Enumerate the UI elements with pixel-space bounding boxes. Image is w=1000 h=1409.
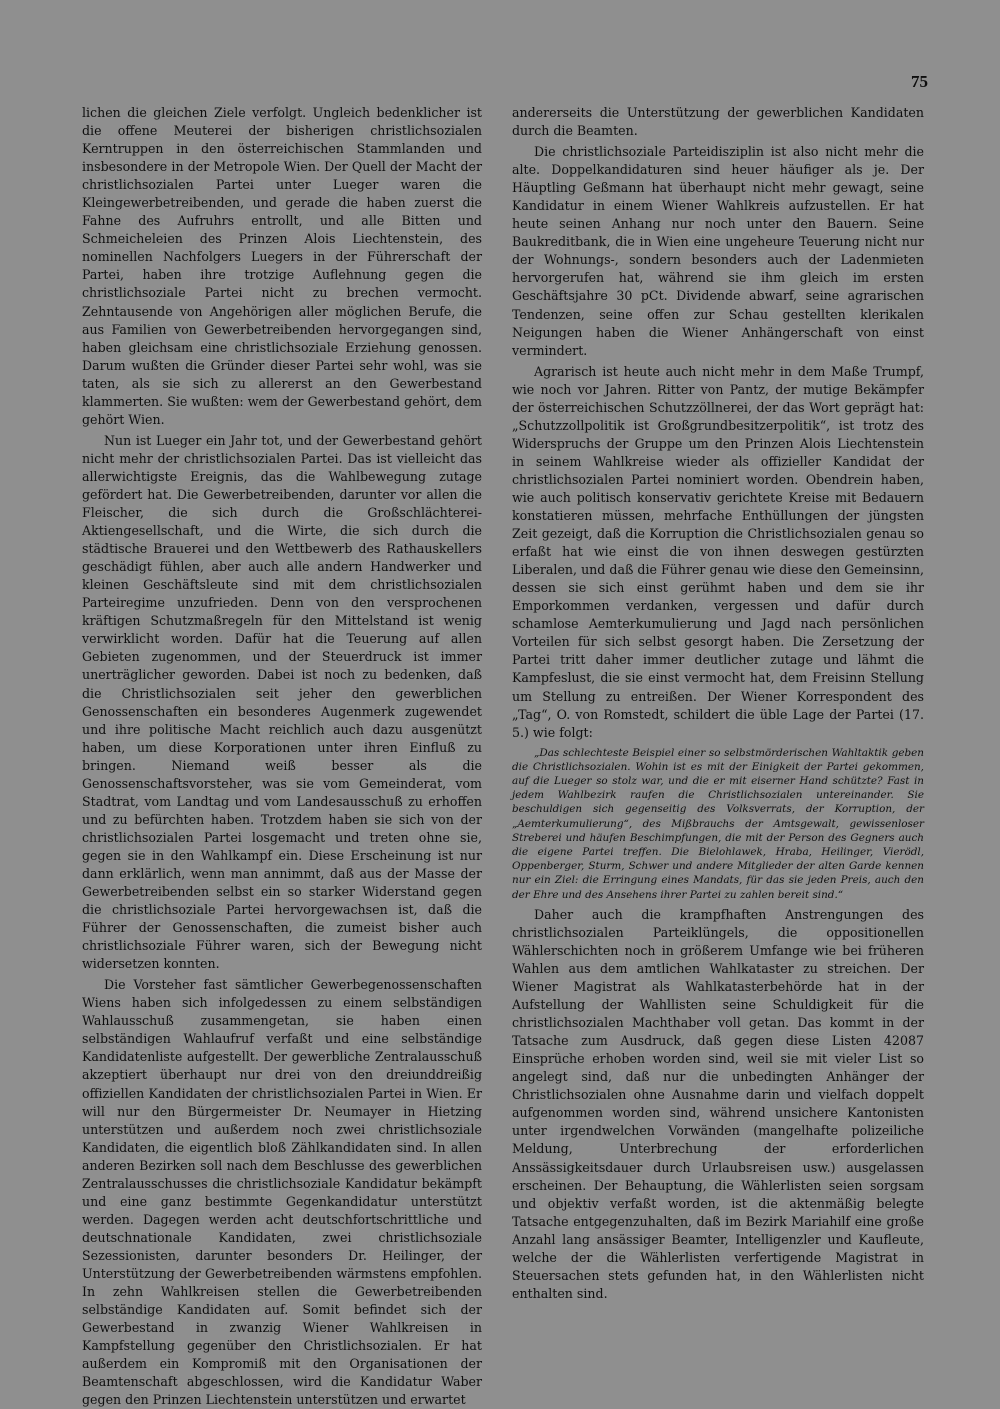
- right-paragraph-4: Daher auch die krampfhaften Anstrengungen des christlichsozialen Parteiklüngels, die oppositionellen Wählerschichten noch in größerem Umfange wie bei früheren Wahlen aus dem amtlichen Wahlkataster zu streichen. Der Wiener Magistrat als Wahlkatasterbehörde hat in der Aufstellung der Wahllisten seine Schuldigkeit für die christlichsozialen Machthaber voll getan. Das kommt in der Tatsache zum Ausdruck, daß gegen diese Listen 42087 Einsprüche erhoben worden sind, weil sie mit vieler List so angelegt sind, daß nur die unbedingten Anhänger der Christlichsozialen ohne Ausnahme darin und vielfach doppelt aufgenommen worden sind, während unsichere Kantonisten unter irgendwelchen Vorwänden (mangelhafte polizeiliche Meldung, Unterbrechung der erforderlichen Anssässigkeitsdauer durch Urlaubsreisen usw.) ausgelassen erscheinen. Der Behauptung, die Wählerlisten seien sorgsam und objektiv verfaßt worden, ist die aktenmäßig belegte Tatsache entgegenzuhalten, daß im Bezirk Mariahilf eine große Anzahl lang ansässiger Beamter, Intelligenzler und Kaufleute, welche der die Wählerlisten verfertigende Magistrat in Steuersachen stets gefunden hat, in den Wählerlisten nicht enthalten sind.: [512, 906, 924, 1301]
- right-paragraph-3: Agrarisch ist heute auch nicht mehr in dem Maße Trumpf, wie noch vor Jahren. Ritter von Pantz, der mutige Bekämpfer der österreichischen Schutzzöllnerei, der das Wort geprägt hat: „Schutzzollpolitik ist Großgrundbesitzerpolitik“, ist trotz des Widerspruchs der Gruppe um den Prinzen Alois Liechtenstein in seinem Wahlkreise wieder als offizieller Kandidat der christlichsozialen Partei nominiert worden. Obendrein haben, wie auch politisch konservativ gerichtete Kreise mit Bedauern konstatieren müssen, mehrfache Enthüllungen der jüngsten Zeit gezeigt, daß die Korruption die Christlichsozialen genau so erfaßt hat wie einst die von ihnen deswegen gestürzten Liberalen, und daß die Führer genau wie diese den Gemeinsinn, dessen sie sich einst gerühmt haben und dem sie ihr Emporkommen verdanken, vergessen und dafür durch schamlose Aemterkumulierung und Jagd nach persönlichen Vorteilen für sich selbst gesorgt haben. Die Zersetzung der Partei tritt daher immer deutlicher zutage und lähmt die Kampfeslust, die sie einst vermocht hat, dem Freisinn Stellung um Stellung zu entreißen. Der Wiener Korrespondent des „Tag“, O. von Romstedt, schildert die üble Lage der Partei (17. 5.) wie folgt:: [512, 363, 924, 740]
- left-paragraph-2: Nun ist Lueger ein Jahr tot, und der Gewerbestand gehört nicht mehr der christlichsozialen Partei. Das ist vielleicht das allerwichtigste Ereignis, das die Wahlbewegung zutage gefördert hat. Die Gewerbetreibenden, darunter vor allen die Fleischer, die sich durch die Großschlächterei-Aktiengesellschaft, und die Wirte, die sich durch die städtische Brauerei und den Wettbewerb des Rathauskellers geschädigt fühlen, aber auch alle andern Handwerker und kleinen Geschäftsleute sind mit dem christlichsozialen Parteiregime unzufrieden. Denn von den versprochenen kräftigen Schutzmaßregeln für den Mittelstand ist wenig verwirklicht worden. Dafür hat die Teuerung auf allen Gebieten zugenommen, und der Steuerdruck ist immer unerträglicher geworden. Dabei ist noch zu bedenken, daß die Christlichsozialen seit jeher den gewerblichen Genossenschaften ein besonderes Augenmerk zugewendet und ihre politische Macht reichlich auch dazu ausgenützt haben, um diese Korporationen unter ihren Einfluß zu bringen. Niemand weiß besser als die Genossenschaftsvorsteher, was sie vom Gemeinderat, vom Stadtrat, vom Landtag und vom Landesausschuß zu erhoffen und zu befürchten haben. Trotzdem haben sie sich von der christlichsozialen Partei losgemacht und treten ohne sie, gegen sie in den Wahlkampf ein. Diese Erscheinung ist nur dann erklärlich, wenn man annimmt, daß aus der Masse der Gewerbetreibenden selbst ein so starker Widerstand gegen die christlichsoziale Partei hervorgewachsen ist, daß die Führer der Genossenschaften, die zumeist bisher auch christlichsoziale Führer waren, sich der Bewegung nicht widersetzen konnten.: [82, 432, 482, 972]
- right-column: [512, 104, 924, 1303]
- block-quote: „Das schlechteste Beispiel einer so selbstmörderischen Wahltaktik geben die Christlichsozialen. Wohin ist es mit der Einigkeit der Partei gekommen, auf die Lueger so stolz war, und die er mit eiserner Hand schützte? Fast in jedem Wahlbezirk raufen die Christlichsozialen untereinander. Sie beschuldigen sich gegenseitig des Volksverrats, der Korruption, der „Aemterkumulierung“, des Mißbrauchs der Amtsgewalt, gewissenloser Streberei und häufen Beschimpfungen, die mit der Person des Gegners auch die eigene Partei treffen. Die Bielohlawek, Hraba, Heilinger, Vierödl, Oppenberger, Sturm, Schwer und andere Mitglieder der alten Garde kennen nur ein Ziel: die Erringung eines Mandats, für das sie jeden Preis, auch den der Ehre und des Ansehens ihrer Partei zu zahlen bereit sind.“: [512, 746, 924, 901]
- page-number: 75: [911, 72, 928, 91]
- right-paragraph-2: Die christlichsoziale Parteidisziplin ist also nicht mehr die alte. Doppelkandidaturen sind heuer häufiger als je. Der Häuptling Geßmann hat überhaupt nicht mehr gewagt, seine Kandidatur in einem Wiener Wahlkreis aufzustellen. Er hat heute seinen Anhang nur noch unter den Bauern. Seine Baukreditbank, die in Wien eine ungeheure Teuerung nicht nur der Wohnungs-, sondern besonders auch der Ladenmieten hervorgerufen hat, während sie ihm gleich im ersten Geschäftsjahre 30 pCt. Dividende abwarf, seine agrarischen Tendenzen, seine offen zur Schau gestellten klerikalen Neigungen haben die Wiener Anhängerschaft von einst vermindert.: [512, 144, 924, 358]
- left-paragraph-3: Die Vorsteher fast sämtlicher Gewerbegenossenschaften Wiens haben sich infolgedessen zu einem selbständigen Wahlausschuß zusammengetan, sie haben einen selbständigen Wahlaufruf verfaßt und eine selbständige Kandidatenliste aufgestellt. Der gewerbliche Zentralausschuß akzeptiert überhaupt nur drei von den dreiunddreißig offiziellen Kandidaten der christlichsozialen Partei in Wien. Er will nur den Bürgermeister Dr. Neumayer in Hietzing unterstützen und außerdem noch zwei christlichsoziale Kandidaten, die eigentlich bloß Zählkandidaten sind. In allen anderen Bezirken soll nach dem Beschlusse des gewerblichen Zentralausschusses die christlichsoziale Kandidatur bekämpft und eine ganz bestimmte Gegenkandidatur unterstützt werden. Dagegen werden acht deutschfortschrittliche und deutschnationale Kandidaten, zwei christlichsoziale Sezessionisten, darunter besonders Dr. Heilinger, der Unterstützung der Gewerbetreibenden wärmstens empfohlen. In zehn Wahlkreisen stellen die Gewerbetreibenden selbständige Kandidaten auf. Somit befindet sich der Gewerbestand in zwanzig Wiener Wahlkreisen in Kampfstellung gegenüber den Christlichsozialen. Er hat außerdem ein Kompromiß mit den Organisationen der Beamtenschaft abgeschlossen, wird die Kandidatur Waber gegen den Prinzen Liechtenstein unterstützen und erwartet: [82, 977, 482, 1408]
- right-paragraph-1: andererseits die Unterstützung der gewerblichen Kandidaten durch die Beamten.: [512, 105, 924, 139]
- left-paragraph-1: lichen die gleichen Ziele verfolgt. Ungleich bedenklicher ist die offene Meuterei der bisherigen christlichsozialen Kerntruppen in den österreichischen Stammlanden und insbesondere in der Metropole Wien. Der Quell der Macht der christlichsozialen Partei unter Lueger waren die Kleingewerbetreibenden, und gerade die haben zuerst die Fahne des Aufruhrs entrollt, und alle Bitten und Schmeicheleien des Prinzen Alois Liechtenstein, des nominellen Nachfolgers Luegers in der Führerschaft der Partei, haben ihre trotzige Auflehnung gegen die christlichsoziale Partei nicht zu brechen vermocht. Zehntausende von Angehörigen aller möglichen Berufe, die aus Familien von Gewerbetreibenden hervorgegangen sind, haben gleichsam eine christlichsoziale Erziehung genossen. Darum wußten die Gründer dieser Partei sehr wohl, was sie taten, als sie sich zu allererst an den Gewerbestand klammerten. Sie wußten: wem der Gewerbestand gehört, dem gehört Wien.: [82, 105, 482, 427]
- left-column: [82, 104, 482, 1409]
